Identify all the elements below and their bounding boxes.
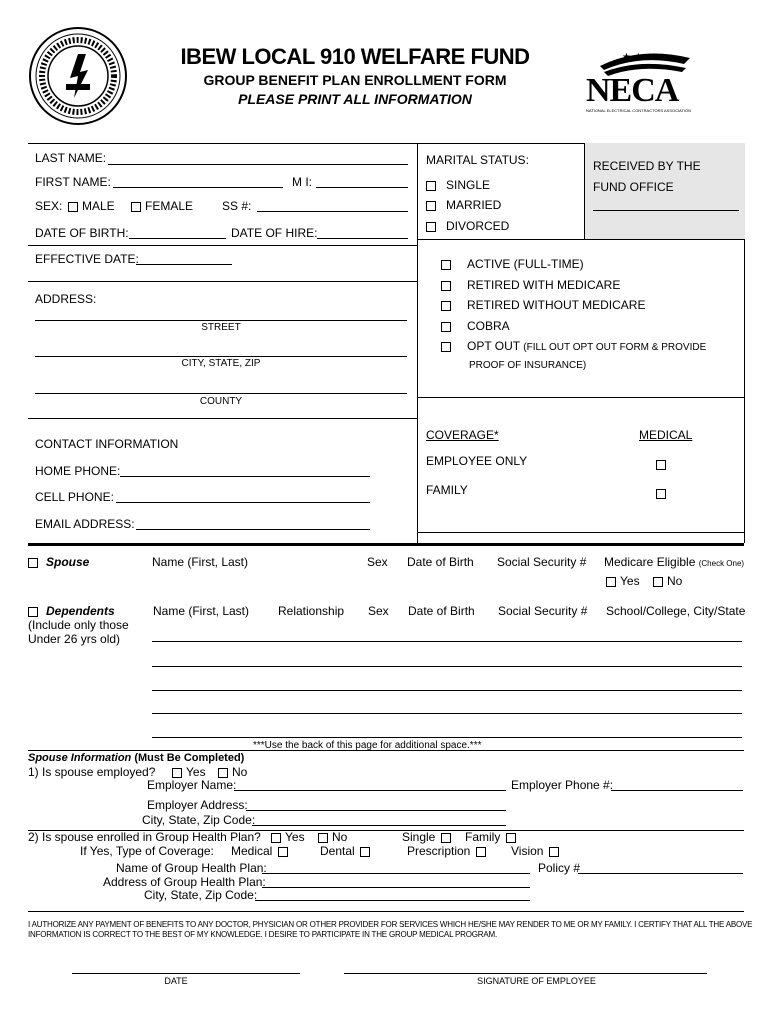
neca-logo — [580, 46, 700, 116]
dependent-school-header: School/College, City/State — [606, 604, 746, 618]
city-state-zip-caption: CITY, STATE, ZIP — [181, 358, 261, 369]
home-phone-field[interactable] — [120, 476, 370, 477]
authorization-line-1: I AUTHORIZE ANY PAYMENT OF BENEFITS TO ANY DOCTOR, PHYSICIAN OR OTHER PROVIDER FOR SERVICES WHICH HE/SHE MAY RENDER TO ME OR MY FAMILY. I CERTIFY THAT ALL THE ABOVE — [28, 920, 753, 929]
dependent-line-4[interactable] — [152, 713, 742, 714]
received-date-field — [593, 210, 739, 211]
male-checkbox[interactable]: MALE — [68, 199, 115, 213]
plan-name-label: Name of Group Health Plan: — [116, 861, 267, 875]
employer-phone-field[interactable] — [611, 790, 743, 791]
email-field[interactable] — [136, 529, 370, 530]
spouse-employed-question: 1) Is spouse employed? — [28, 765, 156, 779]
date-caption: DATE — [164, 976, 188, 986]
city-state-zip-field[interactable] — [35, 356, 407, 357]
marital-single-checkbox[interactable]: SINGLE — [426, 178, 490, 192]
mi-label: M I: — [292, 175, 312, 189]
employer-address-label: Employer Address: — [147, 798, 248, 812]
plan-address-label: Address of Group Health Plan: — [103, 875, 266, 889]
last-name-label: LAST NAME: — [35, 151, 107, 165]
neca-wordmark: NECA — [586, 72, 679, 109]
spouse-sex-header: Sex — [367, 555, 388, 569]
plan-city-field[interactable] — [255, 900, 530, 901]
date-field[interactable] — [72, 973, 300, 974]
dependent-line-1[interactable] — [152, 641, 742, 642]
coverage-medical-checkbox[interactable]: Medical — [231, 844, 294, 858]
spouse-employed-no-checkbox[interactable]: No — [218, 765, 247, 779]
female-checkbox[interactable]: FEMALE — [131, 199, 193, 213]
dependents-include-2: Under 26 yrs old) — [28, 632, 121, 646]
dependent-line-5[interactable] — [152, 737, 742, 738]
dependent-dob-header: Date of Birth — [408, 604, 475, 618]
coverage-vision-checkbox[interactable]: Vision — [511, 844, 565, 858]
ss-label: SS #: — [222, 199, 252, 213]
received-line-1: RECEIVED BY THE — [593, 159, 701, 173]
medicare-yes-checkbox[interactable]: Yes — [606, 574, 640, 588]
dob-field[interactable] — [129, 238, 226, 239]
status-cobra-checkbox[interactable]: COBRA — [441, 319, 510, 333]
dependents-include-1: (Include only those — [28, 618, 129, 632]
effective-date-field[interactable] — [136, 264, 232, 265]
employer-city-label: City, State, Zip Code: — [142, 813, 256, 827]
status-retired-without-checkbox[interactable]: RETIRED WITHOUT MEDICARE — [441, 298, 645, 312]
county-caption: COUNTY — [199, 396, 243, 407]
spouse-plan-question: 2) Is spouse enrolled in Group Health Plan? — [28, 830, 261, 844]
print-instruction: PLEASE PRINT ALL INFORMATION — [238, 91, 472, 107]
contact-info-heading: CONTACT INFORMATION — [35, 437, 179, 451]
employer-name-label: Employer Name: — [147, 778, 237, 792]
back-page-note: ***Use the back of this page for additional space.*** — [253, 740, 482, 751]
spouse-name-header: Name (First, Last) — [152, 555, 249, 569]
status-opt-out-checkbox[interactable]: OPT OUT (FILL OUT OPT OUT FORM & PROVIDE — [441, 339, 706, 353]
employer-city-field[interactable] — [252, 825, 506, 826]
employer-phone-label: Employer Phone #: — [511, 778, 614, 792]
sex-label: SEX: — [35, 199, 63, 213]
spouse-employed-yes-checkbox[interactable]: Yes — [172, 765, 206, 779]
dependent-ssn-header: Social Security # — [498, 604, 588, 618]
signature-caption: SIGNATURE OF EMPLOYEE — [477, 976, 596, 986]
plan-name-field[interactable] — [262, 873, 530, 874]
last-name-field[interactable] — [108, 164, 408, 165]
spouse-checkbox[interactable]: Spouse — [28, 555, 89, 569]
status-active-checkbox[interactable]: ACTIVE (FULL-TIME) — [441, 257, 584, 271]
effective-date-label: EFFECTIVE DATE: — [35, 252, 139, 266]
coverage-prescription-checkbox[interactable]: Prescription — [407, 844, 492, 858]
spouse-plan-yes-checkbox[interactable]: Yes — [271, 830, 305, 844]
policy-label: Policy # — [538, 861, 581, 875]
family-medical-checkbox[interactable] — [656, 485, 672, 503]
dependents-checkbox[interactable]: Dependents — [28, 604, 115, 618]
marital-divorced-checkbox[interactable]: DIVORCED — [426, 219, 509, 233]
plan-address-field[interactable] — [262, 887, 530, 888]
employee-only-medical-checkbox[interactable] — [656, 456, 672, 474]
policy-field[interactable] — [578, 873, 743, 874]
spouse-plan-family-checkbox[interactable]: Family — [465, 830, 522, 844]
union-seal — [28, 26, 128, 126]
employer-address-field[interactable] — [246, 810, 506, 811]
first-name-label: FIRST NAME: — [35, 175, 111, 189]
coverage-dental-checkbox[interactable]: Dental — [320, 844, 376, 858]
spouse-plan-no-checkbox[interactable]: No — [318, 830, 347, 844]
home-phone-label: HOME PHONE: — [35, 464, 121, 478]
cell-phone-field[interactable] — [116, 502, 370, 503]
dependent-line-2[interactable] — [152, 666, 742, 667]
employer-name-field[interactable] — [234, 790, 506, 791]
dependent-relationship-header: Relationship — [278, 604, 345, 618]
coverage-header: COVERAGE* — [426, 428, 499, 442]
cell-phone-label: CELL PHONE: — [35, 490, 114, 504]
street-field[interactable] — [35, 320, 407, 321]
dependent-line-3[interactable] — [152, 690, 742, 691]
spouse-dob-header: Date of Birth — [407, 555, 474, 569]
neca-caption: NATIONAL ELECTRICAL CONTRACTORS ASSOCIATION — [586, 108, 692, 113]
medical-header: MEDICAL — [639, 428, 693, 442]
address-label: ADDRESS: — [35, 292, 97, 306]
authorization-line-2: INFORMATION IS CORRECT TO THE BEST OF MY KNOWLEDGE. I DESIRE TO PARTICIPATE IN THE GROUP MEDICAL PROGRAM. — [28, 930, 498, 939]
medicare-no-checkbox[interactable]: No — [653, 574, 682, 588]
doh-field[interactable] — [317, 238, 408, 239]
street-caption: STREET — [201, 322, 241, 333]
medicare-eligible-header: Medicare Eligible (Check One) — [604, 555, 745, 569]
svg-text:★ ★ ★: ★ ★ ★ — [622, 52, 655, 63]
status-retired-with-checkbox[interactable]: RETIRED WITH MEDICARE — [441, 278, 620, 292]
spouse-plan-single-checkbox[interactable]: Single — [402, 830, 457, 844]
dependent-name-header: Name (First, Last) — [153, 604, 250, 618]
dependent-sex-header: Sex — [368, 604, 389, 618]
mi-field[interactable] — [316, 187, 408, 188]
form-subtitle: GROUP BENEFIT PLAN ENROLLMENT FORM — [203, 72, 507, 88]
family-label: FAMILY — [426, 483, 468, 497]
first-name-field[interactable] — [113, 187, 283, 188]
coverage-type-label: If Yes, Type of Coverage: — [80, 844, 214, 858]
opt-out-note-2: PROOF OF INSURANCE) — [469, 360, 587, 371]
email-label: EMAIL ADDRESS: — [35, 517, 135, 531]
plan-city-label: City, State, Zip Code: — [144, 888, 258, 902]
marital-status-label: MARITAL STATUS: — [426, 153, 529, 167]
spouse-info-heading: Spouse Information (Must Be Completed) — [28, 752, 245, 764]
spouse-ssn-header: Social Security # — [497, 555, 587, 569]
county-field[interactable] — [35, 393, 407, 394]
doh-label: DATE OF HIRE: — [231, 226, 318, 240]
ss-field[interactable] — [257, 211, 408, 212]
employee-only-label: EMPLOYEE ONLY — [426, 454, 528, 468]
received-line-2: FUND OFFICE — [593, 180, 674, 194]
signature-field[interactable] — [344, 973, 707, 974]
dob-label: DATE OF BIRTH: — [35, 226, 129, 240]
form-title: IBEW LOCAL 910 WELFARE FUND — [180, 44, 530, 69]
marital-married-checkbox[interactable]: MARRIED — [426, 198, 501, 212]
